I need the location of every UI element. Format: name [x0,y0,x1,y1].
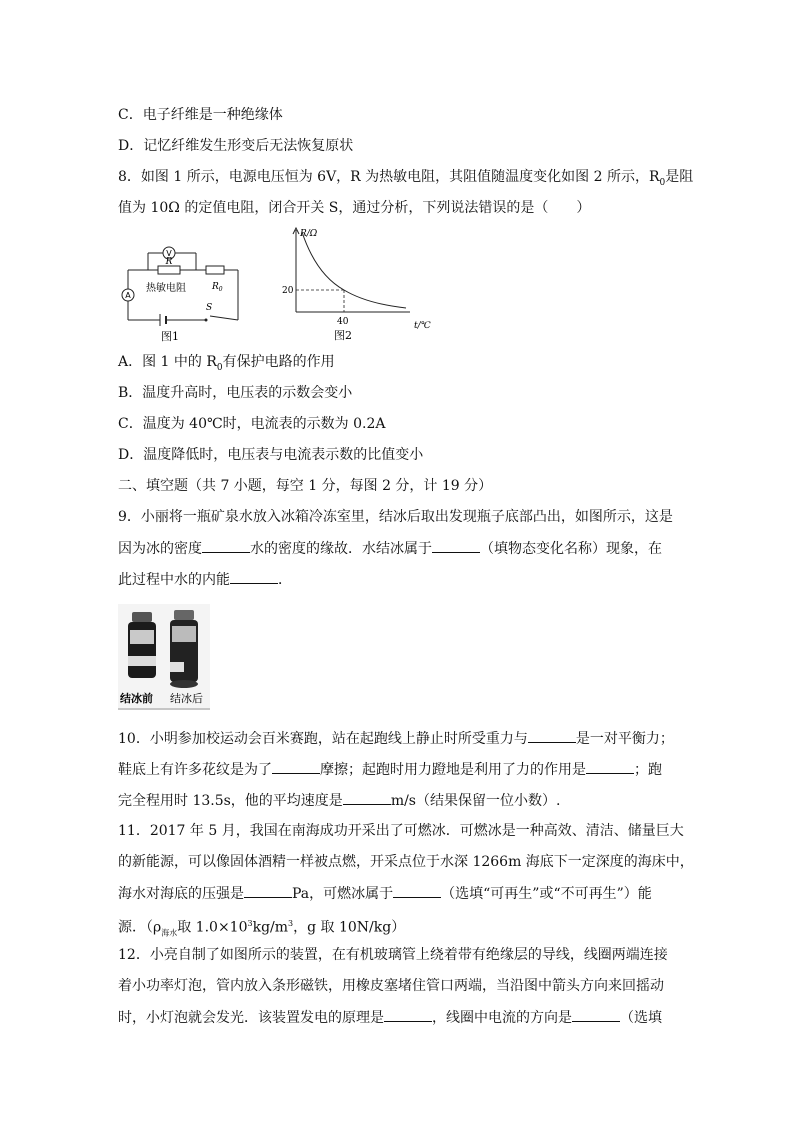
switch-label: S [206,303,213,313]
q9-line2: 因为冰的密度 水的密度的缘故．水结冰属于 （填物态变化名称）现象，在 [118,538,662,559]
figure2-graph [278,222,448,348]
q12-line1: 12．小亮自制了如图所示的装置，在有机玻璃管上绕着带有绝缘层的导线，线圈两端连接 [118,947,668,963]
q8-option-a: A．图 1 中的 $R_0$有保护电路的作用 [118,354,335,373]
q8-option-b: B．温度升高时，电压表的示数会变小 [118,385,353,401]
q9-bottles-photo [118,604,210,710]
q8-stem-line2: 值为 10Ω 的定值电阻，闭合开关 S，通过分析，下列说法错误的是（ ） [118,200,591,216]
thermistor-label: 热敏电阻 [146,283,186,294]
x-tick-40: 40 [337,317,349,327]
bottle-after-freezing [170,610,198,688]
q11-line3: 海水对海底的压强是 Pa，可燃冰属于 （选填“可再生”或“不可再生”）能 [118,883,652,904]
q11-blank-1[interactable] [244,883,292,898]
figure2-caption: 图2 [334,329,352,342]
q9-blank-1[interactable] [202,538,250,553]
q10-line1: 10．小明参加校运动会百米赛跑，站在起跑线上静止时所受重力与 是一对平衡力； [118,728,674,749]
q12-blank-2[interactable] [572,1007,620,1022]
y-axis-label: R/Ω [300,229,318,239]
q10-blank-2[interactable] [272,759,320,774]
q10-blank-1[interactable] [528,728,576,743]
q12-blank-1[interactable] [384,1007,432,1022]
q8-stem-line1: 8．如图 1 所示，电源电压恒为 6V，R 为热敏电阻，其阻值随温度变化如图 2 所示，$R_0$是阻 [118,169,694,188]
q12-line2: 着小功率灯泡，管内放入条形磁铁，用橡皮塞堵住管口两端，当沿图中箭头方向来回摇动 [118,978,664,994]
q9-line1: 9．小丽将一瓶矿泉水放入冰箱冷冻室里，结冰后取出发现瓶子底部凸出，如图所示，这是 [118,509,673,525]
q7-option-d: D．记忆纤维发生形变后无法恢复原状 [118,138,354,154]
photo-label-before: 结冰前 [120,692,153,705]
x-axis-label: t/℃ [414,321,431,331]
photo-label-after: 结冰后 [170,692,203,705]
q7-option-c: C．电子纤维是一种绝缘体 [118,107,283,123]
q9-line3: 此过程中水的内能 ． [118,569,292,590]
q9-blank-2[interactable] [432,538,480,553]
ammeter-label: A [125,291,131,300]
figure1-circuit-diagram [118,240,248,348]
q10-blank-3[interactable] [586,759,634,774]
q10-line3: 完全程用时 13.5s，他的平均速度是 m/s（结果保留一位小数）. [118,790,560,811]
q11-blank-2[interactable] [393,883,441,898]
q9-blank-3[interactable] [230,569,278,584]
resistance-temperature-curve [302,232,406,308]
q10-blank-4[interactable] [343,790,391,805]
resistor-r0-label: $R_0$ [212,282,223,293]
resistor-r0 [206,266,224,274]
q11-line2: 的新能源，可以像固体酒精一样被点燃，开采点位于水深 1266m 海底下一定深度的海床中， [118,854,694,870]
q10-line2: 鞋底上有许多花纹是为了 摩擦；起跑时用力蹬地是利用了力的作用是 ；跑 [118,759,662,780]
q11-line4: 源．（$\rho_{海水}$取 $1.0\times 10^3kg/m^3$，g 取 10N/kg） [118,919,406,938]
q8-option-c: C．温度为 40℃时，电流表的示数为 0.2A [118,416,386,432]
resistor-r [158,266,180,274]
q8-option-d: D．温度降低时，电压表与电流表示数的比值变小 [118,447,424,463]
figure1-caption: 图1 [161,330,179,343]
switch-contact [205,319,208,322]
section2-heading: 二、填空题（共 7 小题，每空 1 分，每图 2 分，计 19 分） [118,478,493,494]
voltmeter-label: V [166,249,172,258]
resistor-r-label: R [165,257,173,267]
q12-line3: 时，小灯泡就会发光．该装置发电的原理是 ，线圈中电流的方向是 （选填 [118,1007,662,1028]
y-tick-20: 20 [282,286,294,296]
q11-line1: 11．2017 年 5 月，我国在南海成功开采出了可燃冰．可燃冰是一种高效、清洁、储量巨大 [118,823,684,839]
